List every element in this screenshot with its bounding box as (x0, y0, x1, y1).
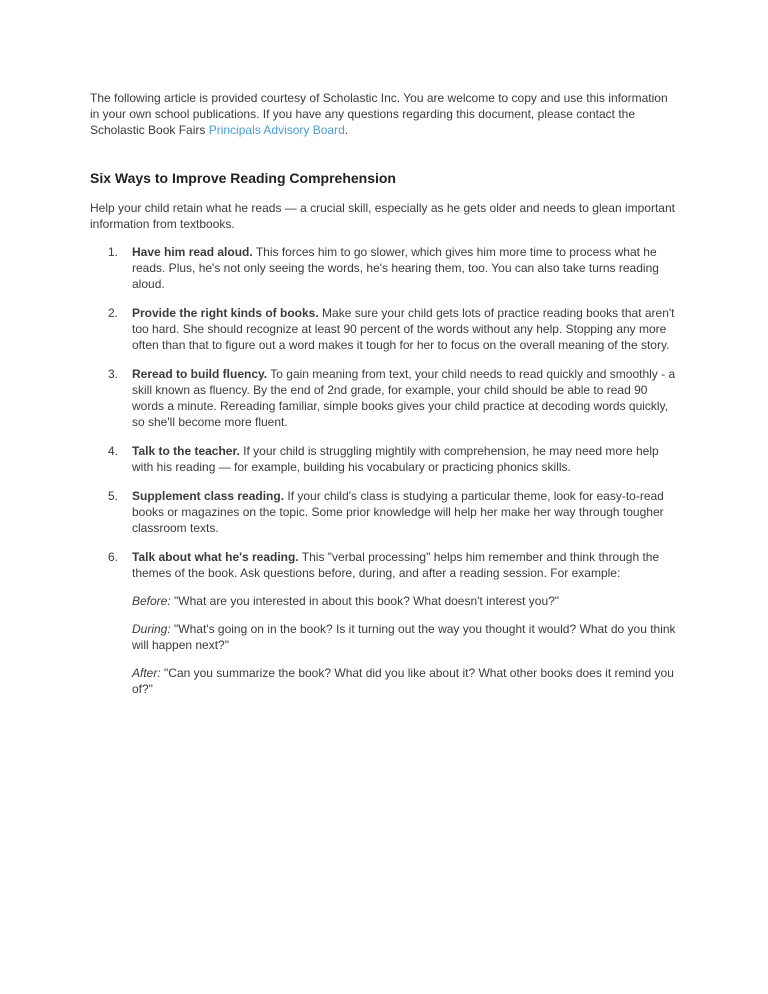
example-paragraph-during (132, 621, 678, 653)
tip-item-2 (90, 305, 678, 353)
example-text: "Can you summarize the book? What did you like about it? What other books does it remind you of?" (132, 666, 674, 696)
tip-title: Talk to the teacher. (132, 444, 240, 458)
tip-title: Have him read aloud. (132, 245, 253, 259)
tip-title: Reread to build fluency. (132, 367, 268, 381)
example-label: After: (132, 666, 161, 680)
tip-number: 5. (108, 489, 119, 503)
tip-text: This forces him to go slower, which gives him more time to process what he reads. Plus, he's not only seeing the words, he's hearing them, too. You can also take turns reading aloud. (132, 245, 659, 291)
tip-title: Talk about what he's reading. (132, 550, 299, 564)
lead-paragraph: Help your child retain what he reads — a crucial skill, especially as he gets older and needs to glean important information from textbooks. (90, 201, 675, 231)
example-text: "What's going on in the book? Is it turning out the way you thought it would? What do you think will happen next?" (132, 622, 676, 652)
tip-item-6 (90, 549, 678, 697)
tip-body (132, 244, 678, 292)
tip-text: This "verbal processing" helps him remember and think through the themes of the book. Ask questions before, during, and after a reading session. For example: (132, 550, 660, 580)
tip-number: 2. (108, 306, 119, 320)
tip-title: Supplement class reading. (132, 489, 285, 503)
tip-main-text (132, 549, 678, 581)
intro-text-before-link: The following article is provided courtesy of Scholastic Inc. You are welcome to copy and use this information in your own school publications. If you have any questions regarding this document, please contact the Scholastic Book Fairs (90, 91, 668, 137)
tip-body (132, 549, 678, 697)
tip-text: Make sure your child gets lots of practice reading books that aren't too hard. She should recognize at least 90 percent of the words without any help. Stopping any more often than that to figure out a word makes it tough for her to focus on the overall meaning of the story. (132, 306, 675, 352)
tip-number: 1. (108, 245, 119, 259)
tip-number: 6. (108, 550, 119, 564)
tip-text: If your child's class is studying a particular theme, look for easy-to-read books or magazines on the topic. Some prior knowledge will help her make her way through tougher classroom texts. (132, 489, 664, 535)
tip-title: Provide the right kinds of books. (132, 306, 319, 320)
tip-item-3 (90, 366, 678, 430)
example-text: "What are you interested in about this book? What doesn't interest you?" (170, 594, 560, 608)
example-paragraph-after (132, 665, 678, 697)
example-label: During: (132, 622, 171, 636)
tip-text: To gain meaning from text, your child needs to read quickly and smoothly - a skill known as fluency. By the end of 2nd grade, for example, your child should be able to read 90 words a minute. Rereading familiar, simple books gives your child practice at decoding words quickly, so she'll become more fluent. (132, 367, 676, 429)
example-label: Before: (132, 594, 171, 608)
tip-number: 3. (108, 367, 119, 381)
example-paragraph-before (132, 593, 678, 609)
tip-body (132, 488, 678, 536)
principals-advisory-board-link[interactable]: Principals Advisory Board (208, 123, 345, 137)
tip-body (132, 305, 678, 353)
reading-tips-list (90, 244, 678, 697)
intro-paragraph (90, 90, 678, 138)
tip-number: 4. (108, 444, 119, 458)
tip-item-5 (90, 488, 678, 536)
tip-body (132, 443, 678, 475)
tip-item-1 (90, 244, 678, 292)
tip-text: If your child is struggling mightily with comprehension, he may need more help with his reading — for example, building his vocabulary or practicing phonics skills. (132, 444, 659, 474)
tip-body (132, 366, 678, 430)
article-heading: Six Ways to Improve Reading Comprehension (90, 170, 396, 186)
intro-text-after-link: . (344, 123, 349, 137)
tip-item-4 (90, 443, 678, 475)
